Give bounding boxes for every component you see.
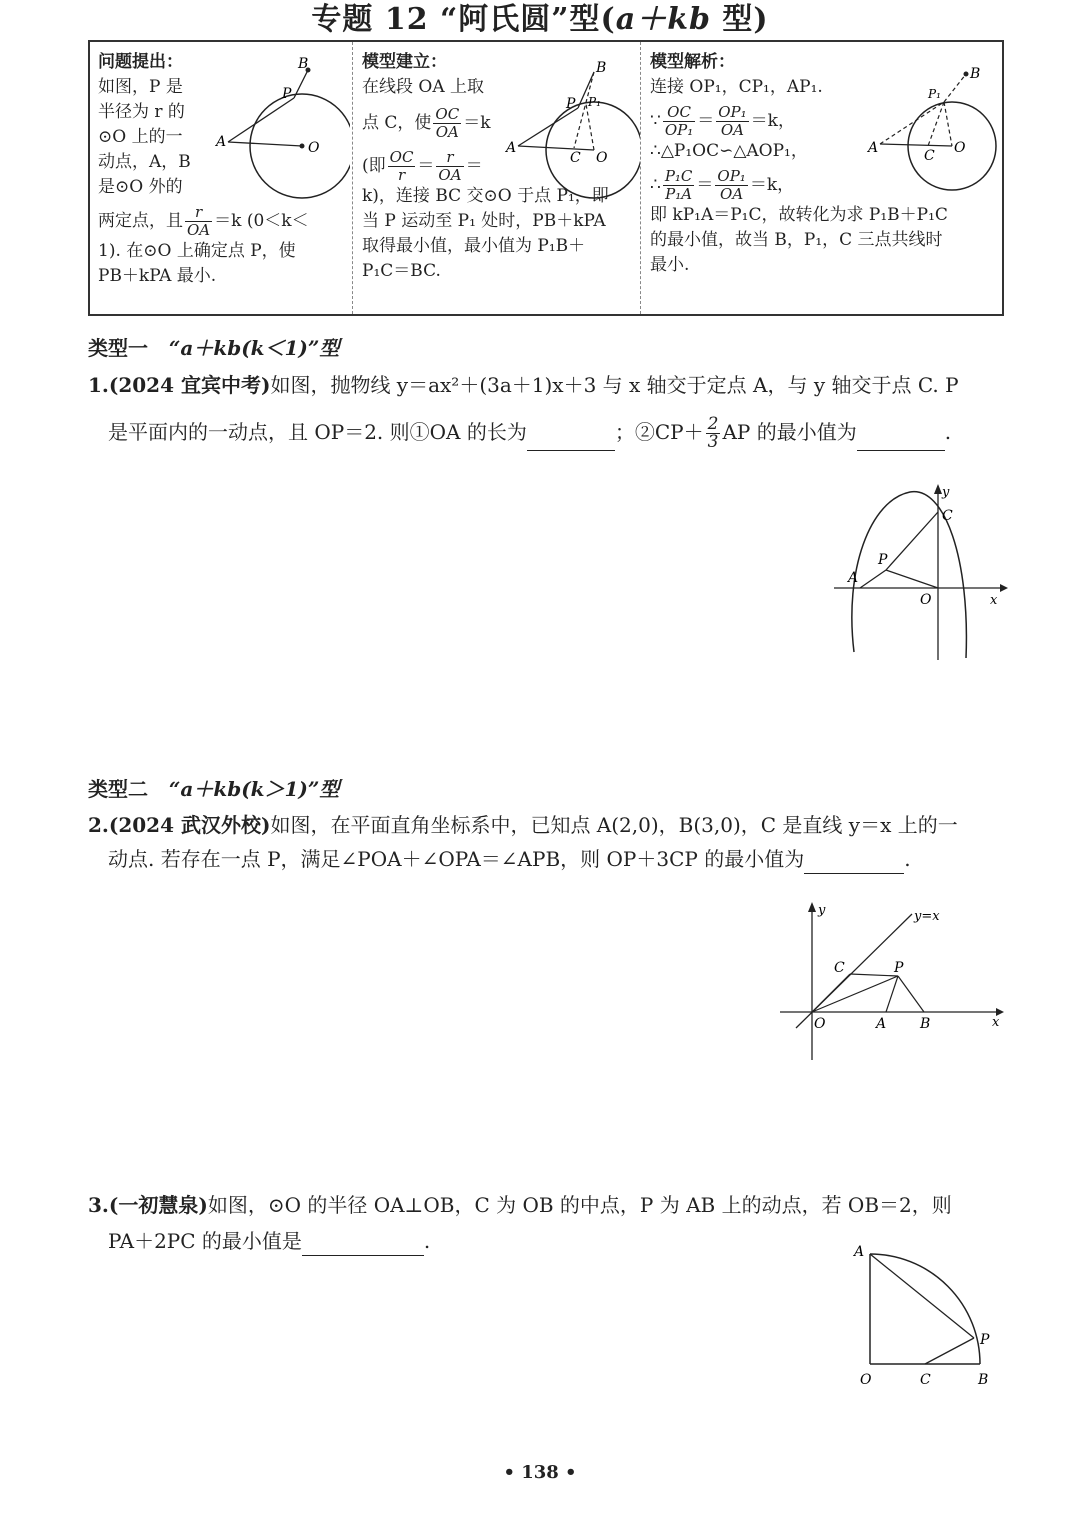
svg-text:A: A	[854, 1244, 865, 1260]
page-number: • 138 •	[503, 1462, 577, 1483]
svg-text:O: O	[860, 1372, 872, 1388]
svg-text:y=x: y=x	[914, 909, 940, 924]
q3-diagram	[846, 1240, 1006, 1400]
svg-text:P: P	[566, 96, 576, 112]
model-column-problem	[90, 42, 352, 314]
question-2	[88, 810, 1008, 874]
build-diagram	[504, 60, 640, 200]
svg-text:A: A	[216, 134, 227, 150]
svg-text:x: x	[992, 1015, 1000, 1030]
svg-text:B: B	[978, 1372, 989, 1388]
svg-text:O: O	[954, 140, 966, 156]
svg-text:P: P	[894, 960, 904, 976]
q2-diagram	[776, 900, 1006, 1064]
svg-text:A: A	[876, 1016, 887, 1032]
model-box	[88, 40, 1004, 316]
analysis-diagram	[866, 60, 1002, 200]
q2-line: 动点. 若存在一点 P，满足∠POA＋∠OPA＝∠APB，则 OP＋3CP 的最小值为 .	[88, 844, 1008, 874]
svg-text:P₁: P₁	[928, 87, 941, 101]
q1-line: 是平面内的一动点，且 OP＝2. 则①OA 的长为 ；②CP＋ $\frac{2}{3}$ AP 的最小值为 .	[108, 414, 952, 452]
section-type-two: 类型二 “a＋kb(k＞1)”型	[88, 777, 340, 801]
svg-text:x: x	[990, 593, 998, 608]
problem-line: 两定点，且 $\frac{r}{OA}$ ＝k (0＜k＜	[98, 203, 309, 239]
analysis-line: ∴△P₁OC∽△AOP₁，	[650, 141, 808, 161]
analysis-line: 的最小值，故当 B，P₁，C 三点共线时	[650, 230, 943, 250]
build-line: 取得最小值，最小值为 P₁B＋	[362, 236, 586, 256]
q1-line: 1.(2024 宜宾中考)如图，抛物线 y＝ax²＋(3a＋1)x＋3 与 x 轴交于定点 A，与 y 轴交于点 C. P	[88, 373, 959, 397]
problem-diagram	[214, 56, 350, 204]
page-title: 专题 12 “阿氏圆”型(a＋kb 型)	[311, 2, 769, 37]
svg-text:A: A	[506, 140, 517, 156]
q2-line: 2.(2024 武汉外校)如图，在平面直角坐标系中，已知点 A(2,0)，B(3,0)，C 是直线 y＝x 上的一	[88, 813, 958, 837]
analysis-line: ∵ $\frac{OC}{\text{OP₁}}$ ＝ $\frac{\text{OP₁}}{OA}$ ＝k，	[650, 103, 795, 139]
svg-text:P: P	[282, 86, 292, 102]
problem-line: ⊙O 上的一	[98, 127, 183, 147]
svg-text:O: O	[814, 1016, 826, 1032]
build-line: 当 P 运动至 P₁ 处时，PB＋kPA	[362, 211, 606, 231]
svg-text:O: O	[308, 140, 320, 156]
q3-line: 3.(一初慧泉)如图，⊙O 的半径 OA⊥OB，C 为 OB 的中点，P 为 AB 上的动点，若 OB＝2，则	[88, 1193, 952, 1217]
problem-line: 1). 在⊙O 上确定点 P，使	[98, 241, 296, 261]
answer-blank[interactable]	[527, 430, 615, 451]
answer-blank[interactable]	[804, 853, 904, 874]
svg-text:B: B	[970, 66, 981, 82]
build-heading: 模型建立：	[362, 52, 447, 72]
problem-line: 如图，P 是	[98, 77, 183, 97]
divider	[352, 42, 353, 314]
problem-line: PB＋kPA 最小.	[98, 266, 217, 286]
analysis-line: 最小.	[650, 255, 690, 275]
svg-text:P: P	[980, 1332, 990, 1348]
q1-diagram	[830, 480, 1010, 662]
analysis-line: 即 kP₁A＝P₁C，故转化为求 P₁B＋P₁C	[650, 205, 948, 225]
answer-blank[interactable]	[857, 430, 945, 451]
problem-heading: 问题提出：	[98, 52, 183, 72]
svg-text:C: C	[942, 508, 953, 524]
svg-text:B: B	[920, 1016, 931, 1032]
build-line: 在线段 OA 上取	[362, 77, 485, 97]
svg-text:O: O	[920, 592, 932, 608]
q3-line: PA＋2PC 的最小值是 .	[88, 1226, 1008, 1256]
answer-blank[interactable]	[302, 1235, 424, 1256]
question-1	[88, 370, 1008, 451]
svg-text:B: B	[596, 60, 607, 76]
svg-text:B: B	[298, 56, 309, 72]
analysis-line: ∴ $\frac{\text{P₁C}}{\text{P₁A}}$ ＝ $\frac{\text{OP₁}}{OA}$ ＝k，	[650, 167, 795, 203]
svg-text:C: C	[920, 1372, 931, 1388]
svg-text:C: C	[924, 148, 935, 164]
problem-line: 半径为 r 的	[98, 102, 185, 122]
svg-text:P₁: P₁	[588, 95, 601, 109]
analysis-heading: 模型解析：	[650, 52, 735, 72]
svg-text:y: y	[818, 903, 826, 918]
build-line: (即 $\frac{OC}{r}$ ＝ $\frac{r}{OA}$ ＝	[362, 148, 483, 184]
problem-line: 动点，A，B	[98, 152, 191, 172]
build-line: P₁C＝BC.	[362, 261, 441, 281]
model-column-analysis	[642, 42, 1004, 314]
model-column-build	[354, 42, 640, 314]
svg-text:O: O	[596, 150, 608, 166]
svg-text:A: A	[848, 570, 859, 586]
build-line: 点 C，使 $\frac{OC}{OA}$ ＝k	[362, 105, 491, 141]
analysis-line: 连接 OP₁，CP₁，AP₁.	[650, 77, 823, 97]
section-type-one: 类型一 “a＋kb(k＜1)”型	[88, 336, 340, 360]
svg-text:C: C	[834, 960, 845, 976]
svg-text:A: A	[868, 140, 879, 156]
svg-text:P: P	[878, 552, 888, 568]
svg-text:C: C	[570, 150, 581, 166]
divider	[640, 42, 641, 314]
build-line: k)，连接 BC 交⊙O 于点 P₁，即	[362, 186, 609, 206]
problem-line: 是⊙O 外的	[98, 177, 183, 197]
svg-text:y: y	[942, 485, 950, 500]
